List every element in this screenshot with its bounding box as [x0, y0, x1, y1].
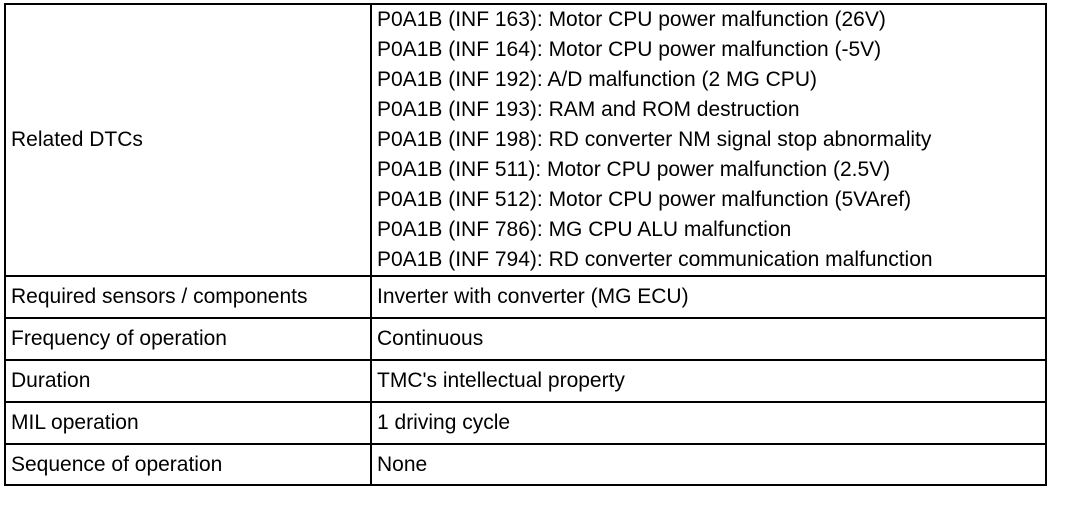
table-row-duration — [5, 360, 1046, 402]
dtc-item: P0A1B (INF 164): Motor CPU power malfunction (-5V) — [377, 38, 882, 61]
table-row-frequency — [5, 318, 1046, 360]
table-row-sequence — [5, 444, 1046, 485]
dtc-item: P0A1B (INF 198): RD converter NM signal stop abnormality — [377, 128, 932, 151]
row-value-frequency: Continuous — [371, 318, 1046, 360]
spec-table — [4, 3, 1047, 486]
row-value-sequence: None — [371, 444, 1046, 485]
row-value-duration: TMC's intellectual property — [371, 360, 1046, 402]
row-value-required-sensors: Inverter with converter (MG ECU) — [371, 276, 1046, 318]
dtc-item: P0A1B (INF 794): RD converter communication malfunction — [377, 248, 933, 271]
dtc-item: P0A1B (INF 163): Motor CPU power malfunction (26V) — [377, 8, 886, 31]
row-label-duration: Duration — [5, 360, 371, 402]
row-label-related-dtcs: Related DTCs — [5, 4, 371, 276]
row-value-mil-operation: 1 driving cycle — [371, 402, 1046, 444]
table-row-mil-operation — [5, 402, 1046, 444]
related-dtcs-list — [371, 4, 1046, 276]
table-row-required-sensors — [5, 276, 1046, 318]
dtc-item: P0A1B (INF 192): A/D malfunction (2 MG CPU) — [377, 68, 817, 91]
dtc-item: P0A1B (INF 511): Motor CPU power malfunction (2.5V) — [377, 158, 891, 181]
row-label-frequency: Frequency of operation — [5, 318, 371, 360]
table-row-related-dtcs — [5, 4, 1046, 276]
row-label-mil-operation: MIL operation — [5, 402, 371, 444]
dtc-item: P0A1B (INF 786): MG CPU ALU malfunction — [377, 218, 792, 241]
dtc-item: P0A1B (INF 193): RAM and ROM destruction — [377, 98, 800, 121]
row-label-required-sensors: Required sensors / components — [5, 276, 371, 318]
row-label-sequence: Sequence of operation — [5, 444, 371, 485]
dtc-item: P0A1B (INF 512): Motor CPU power malfunction (5VAref) — [377, 188, 912, 211]
